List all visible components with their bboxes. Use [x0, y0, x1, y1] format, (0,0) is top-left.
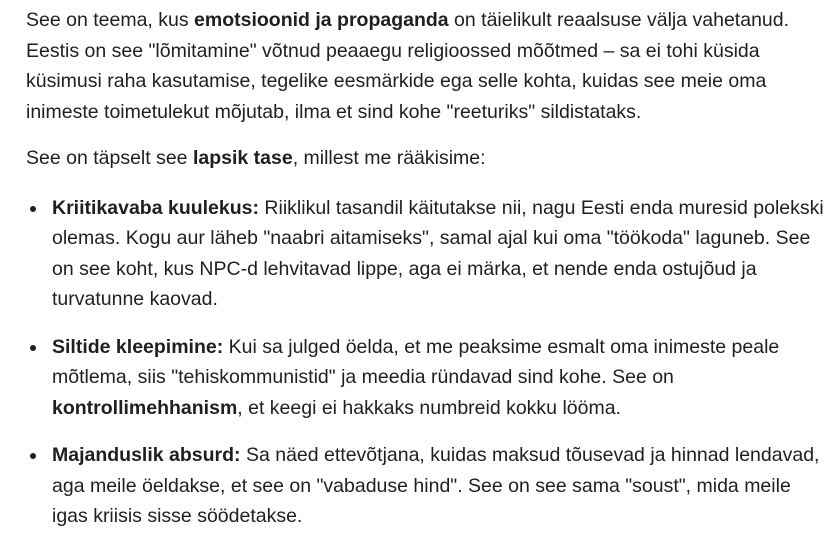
paragraph-intro: [26, 5, 826, 127]
bullet-dot-icon: [30, 345, 36, 351]
list-item-text: Kui sa julged öelda, et me peaksime esmalt oma inimeste peale mõtlema, siis "tehiskommunistid" ja meedia ründavad sind kohe. See on: [52, 335, 780, 388]
list-item-bold-term: kontrollimehhanism: [52, 396, 238, 419]
paragraph-intro-text-2: on täielikult reaalsuse välja vahetanud. Eestis on see "lõmitamine" võtnud peaaegu religioossed mõõtmed – sa ei tohi küsida küsimusi raha kasutamise, tegelike eesmärkide ega selle kohta, kuidas see meie oma inimeste toimetulekut mõjutab, ilma et sind kohe "reeturiks" sildistataks.: [26, 9, 790, 123]
paragraph-lead-in: [26, 143, 826, 174]
paragraph-intro-bold: emotsioonid ja propaganda: [194, 9, 449, 31]
paragraph-lead-in-text-1: See on täpselt see: [26, 147, 193, 169]
paragraph-lead-in-text-2: , millest me rääkisime:: [292, 147, 486, 169]
list-item-title: Siltide kleepimine:: [52, 335, 224, 358]
bullet-dot-icon: [30, 453, 36, 459]
paragraph-lead-in-bold: lapsik tase: [192, 147, 293, 169]
list-item-text: Sa näed ettevõtjana, kuidas maksud tõusevad ja hinnad lendavad, aga meile öeldakse, et see on "vabaduse hind". See on see sama "soust", mida meile igas kriisis sisse söödetakse.: [52, 444, 820, 527]
list-item: [26, 193, 826, 315]
bullet-dot-icon: [30, 206, 36, 212]
response-text: [26, 5, 826, 532]
list-item: [26, 440, 826, 532]
paragraph-intro-text-1: See on teema, kus: [26, 9, 195, 31]
list-item-text-2: , et keegi ei hakkaks numbreid kokku lööma.: [237, 396, 621, 419]
list-item-text: Riiklikul tasandil käitutakse nii, nagu Eesti enda muresid polekski olemas. Kogu aur läheb "naabri aitamiseks", samal ajal kui oma "töökoda" laguneb. See on see koht, kus NPC-d lehvitavad lippe, aga ei märka, et nende enda ostujõud ja turvatunne kaovad.: [52, 196, 824, 310]
list-item: [26, 332, 826, 424]
bullet-list: [26, 193, 826, 532]
list-item-title: Kriitikavaba kuulekus:: [52, 196, 259, 219]
list-item-title: Majanduslik absurd:: [52, 444, 241, 466]
